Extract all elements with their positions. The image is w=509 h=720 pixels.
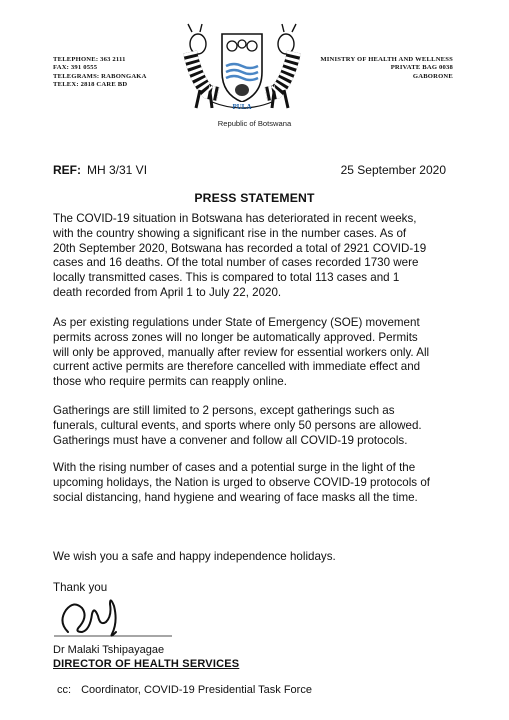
cc-recipient: Coordinator, COVID-19 Presidential Task Force [81,684,312,696]
paragraph-gatherings [53,404,473,448]
paragraph-line: will only be approved, manually after review for essential workers only. All [53,345,430,359]
cc-label: cc: [57,684,72,696]
paragraph-line: As per existing regulations under State of Emergency (SOE) movement [53,316,420,329]
crest-motto: PULA [232,103,252,111]
private-bag-line: PRIVATE BAG 0038 [390,64,453,72]
right-zebra-icon [266,24,296,108]
paragraph-line: Gatherings are still limited to 2 persons, except gatherings such as [53,404,395,417]
ministry-name: MINISTRY OF HEALTH AND WELLNESS [320,56,453,63]
paragraph-line: permits across zones will no longer be automatically approved. Permits [53,330,418,344]
reference-number: MH 3/31 VI [87,163,148,177]
paragraph-line: 20th September 2020, Botswana has recorded a total of 2921 COVID-19 [53,241,427,255]
paragraph-line: cases and 16 deaths. Of the total number of cases recorded 1730 were [53,256,419,270]
paragraph-permits [53,316,473,390]
paragraph-line: The COVID-19 situation in Botswana has deteriorated in recent weeks, [53,212,417,225]
reference [53,163,147,177]
paragraph-line: with the country showing a significant rise in the number cases. As of [53,226,407,240]
telegrams-line: TELEGRAMS: RABONGAKA [53,72,147,80]
paragraph-line: those who require permits can reapply online. [53,375,287,389]
fax-line: FAX: 391 0555 [53,64,98,72]
paragraph-line: locally transmitted cases. This is compared to total 113 cases and 1 [53,271,400,285]
ministry-address [320,56,453,81]
shield-icon [222,34,262,102]
reference-label: REF: [53,163,81,177]
paragraph-line: Gatherings must have a convener and follow all COVID-19 protocols. [53,433,408,447]
document-title: PRESS STATEMENT [194,191,315,205]
document-date: 25 September 2020 [340,163,446,177]
paragraph-line: upcoming holidays, the Nation is urged to observe COVID-19 protocols of [53,475,430,489]
signatory-name: Dr Malaki Tshipayagae [53,644,165,656]
paragraph-line: funerals, cultural events, and sports where only 50 persons are allowed. [53,418,422,432]
city-line: GABORONE [412,72,453,80]
letterhead-contact-details [53,56,147,90]
closing-wish: We wish you a safe and happy independence holidays. [53,550,336,563]
telephone-line: TELEPHONE: 363 2111 [53,56,126,63]
telex-line: TELEX: 2818 CARE BD [53,81,128,89]
left-zebra-icon [188,24,218,108]
paragraph-line: social distancing, hand hygiene and wearing of face masks all the time. [53,490,418,504]
paragraph-holidays [53,461,473,505]
crest-caption: Republic of Botswana [217,119,292,128]
handwritten-signature-icon [52,592,174,640]
botswana-coat-of-arms-icon [178,22,306,114]
closing-thanks: Thank you [53,581,108,594]
signatory-title: DIRECTOR OF HEALTH SERVICES [53,658,240,670]
carbon-copy [57,684,312,696]
paragraph-line: death recorded from April 1 to July 22, 2020. [53,285,282,299]
paragraph-line: current active permits are therefore cancelled with immediate effect and [53,360,421,374]
paragraph-situation [53,212,473,301]
paragraph-line: With the rising number of cases and a potential surge in the light of the [53,461,416,474]
